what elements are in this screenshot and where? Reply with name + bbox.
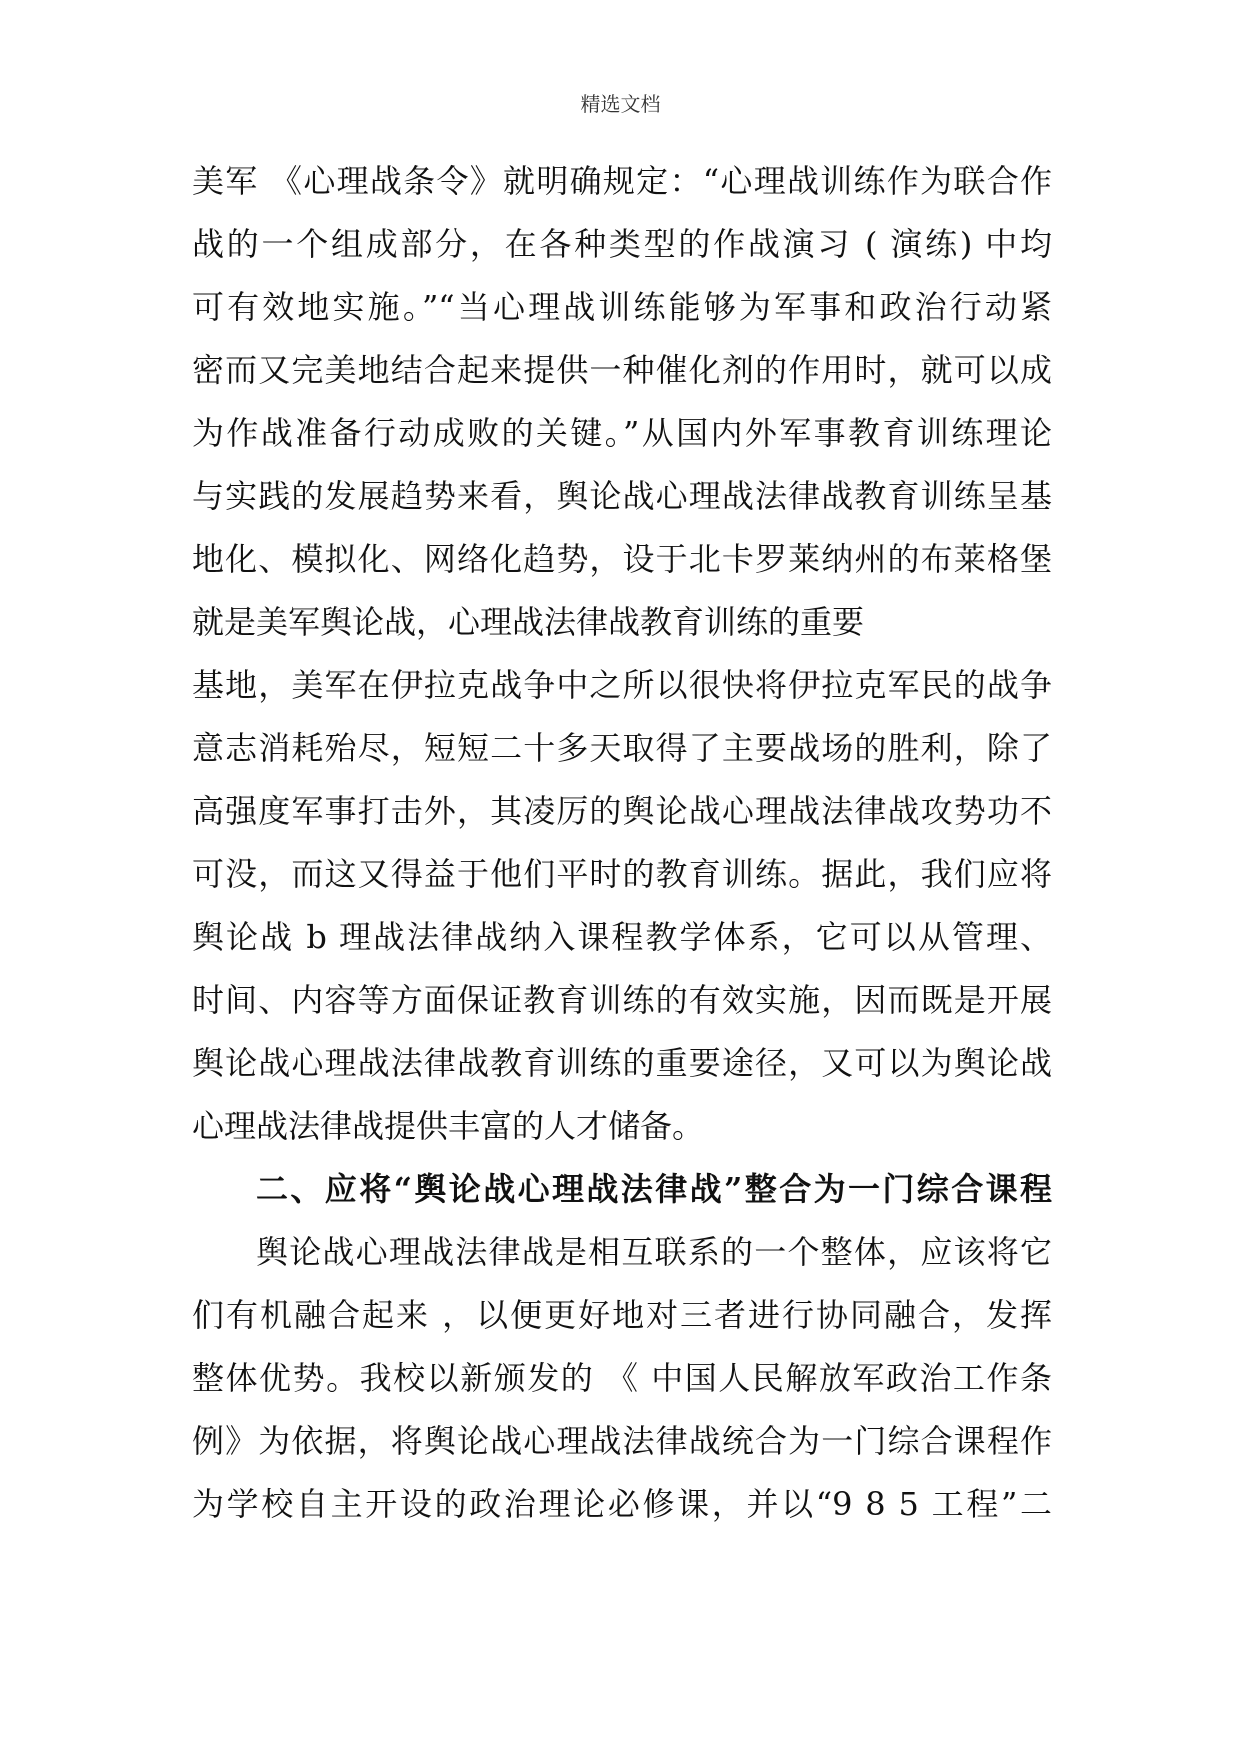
body-line: 时间、内容等方面保证教育训练的有效实施，因而既是开展: [192, 981, 1052, 1019]
body-line: 心理战法律战提供丰富的人才储备。: [192, 1107, 705, 1145]
section-line: 整体优势。我校以新颁发的 《 中国人民解放军政治工作条: [192, 1359, 1052, 1397]
body-line: 高强度军事打击外，其凌厉的舆论战心理战法律战攻势功不: [192, 792, 1052, 830]
body-line: 战的一个组成部分，在各种类型的作战演习 ( 演练) 中均: [192, 225, 1052, 263]
body-line: 可有效地实施。”“当心理战训练能够为军事和政治行动紧: [192, 288, 1052, 326]
body-line: 密而又完美地结合起来提供一种催化剂的作用时，就可以成: [192, 351, 1052, 389]
document-body: [192, 150, 1052, 1536]
section-heading: 二、应将“舆论战心理战法律战”整合为一门综合课程: [256, 1170, 1052, 1208]
body-line: 为作战准备行动成败的关键。”从国内外军事教育训练理论: [192, 414, 1052, 452]
section-line: 例》为依据，将舆论战心理战法律战统合为一门综合课程作: [192, 1422, 1052, 1460]
page-header: 精选文档: [580, 92, 661, 116]
section-line: 为学校自主开设的政治理论必修课，并以“9 8 5 工程”二: [192, 1485, 1052, 1523]
body-line: 美军 《心理战条令》就明确规定：“心理战训练作为联合作: [192, 162, 1052, 200]
body-line: 就是美军舆论战，心理战法律战教育训练的重要: [192, 603, 865, 641]
body-line: 基地，美军在伊拉克战争中之所以很快将伊拉克军民的战争: [192, 666, 1052, 704]
body-line: 可没，而这又得益于他们平时的教育训练。据此，我们应将: [192, 855, 1052, 893]
section-line: 舆论战心理战法律战是相互联系的一个整体，应该将它: [256, 1233, 1052, 1271]
body-line: 舆论战心理战法律战教育训练的重要途径，又可以为舆论战: [192, 1044, 1052, 1082]
body-line: 意志消耗殆尽，短短二十多天取得了主要战场的胜利，除了: [192, 729, 1052, 767]
body-line: 与实践的发展趋势来看，舆论战心理战法律战教育训练呈基: [192, 477, 1052, 515]
body-line: 地化、模拟化、网络化趋势，设于北卡罗莱纳州的布莱格堡: [192, 540, 1052, 578]
section-line: 们有机融合起来 ，以便更好地对三者进行协同融合，发挥: [192, 1296, 1052, 1334]
body-line: 舆论战 b 理战法律战纳入课程教学体系，它可以从管理、: [192, 918, 1052, 956]
